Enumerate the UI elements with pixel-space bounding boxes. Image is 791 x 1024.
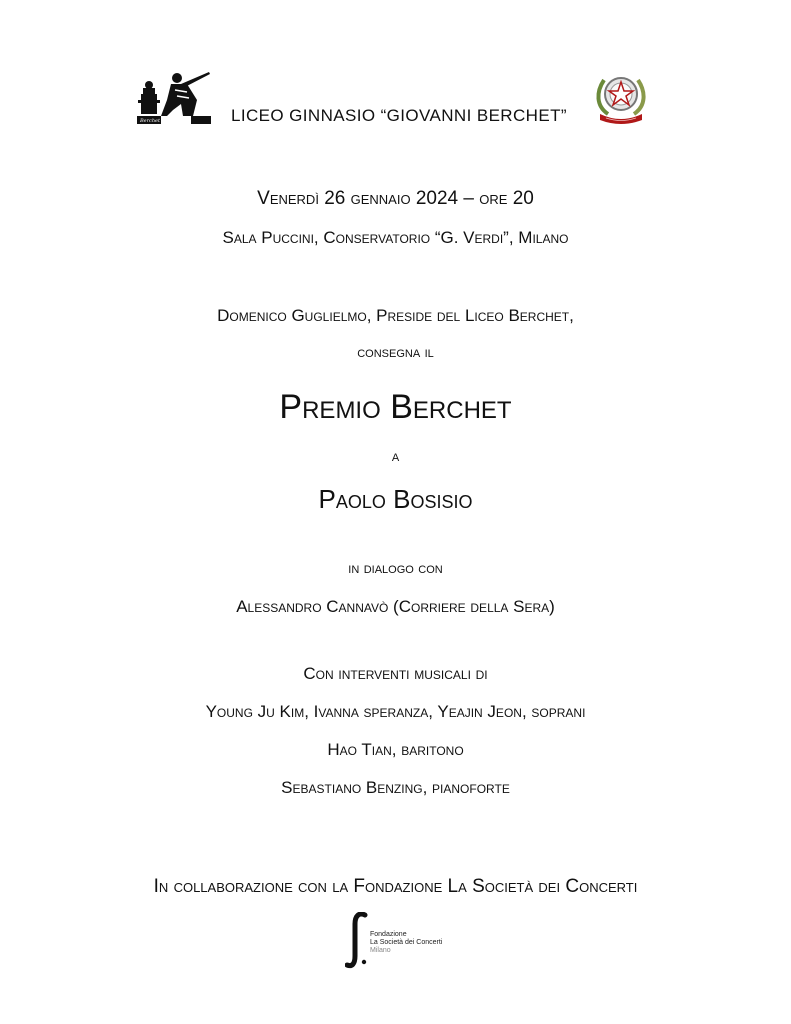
dialogue-intro: in dialogo con <box>348 560 443 577</box>
foundation-f-logo-icon <box>345 912 369 970</box>
sopranos-line: Young Ju Kim, Ivanna speranza, Yeajin Jeon, soprani <box>205 702 586 721</box>
foundation-logo-line2: La Società dei Concerti <box>370 939 443 946</box>
music-intro: Con interventi musicali di <box>303 664 488 683</box>
foundation-logo-line1: Fondazione <box>370 931 407 938</box>
interlocutor-line: Alessandro Cannavò (Corriere della Sera) <box>236 597 555 616</box>
event-venue: Sala Puccini, Conservatorio “G. Verdi”, Milano <box>222 228 569 247</box>
recipient-name: Paolo Bosisio <box>318 484 473 514</box>
svg-text:Berchet: Berchet <box>140 118 161 124</box>
foundation-logo-text <box>370 931 442 955</box>
consegna-line: consegna il <box>357 344 434 361</box>
berchet-school-emblem-icon <box>137 70 213 126</box>
presenter-line: Domenico Guglielmo, Preside del Liceo Berchet, <box>217 306 574 325</box>
a-connector: a <box>391 448 400 465</box>
baritone-line: Hao Tian, baritono <box>327 740 464 759</box>
event-date: Venerdì 26 gennaio 2024 – ore 20 <box>257 188 534 209</box>
pianist-line: Sebastiano Benzing, pianoforte <box>281 778 510 797</box>
collaboration-line: In collaborazione con la Fondazione La Società dei Concerti <box>153 876 638 897</box>
foundation-logo-line3: Milano <box>370 947 391 954</box>
prize-title: Premio Berchet <box>279 388 512 426</box>
foundation-logo <box>345 912 455 972</box>
school-name: LICEO GINNASIO “GIOVANNI BERCHET” <box>231 106 567 125</box>
italian-republic-emblem-icon <box>594 70 648 126</box>
